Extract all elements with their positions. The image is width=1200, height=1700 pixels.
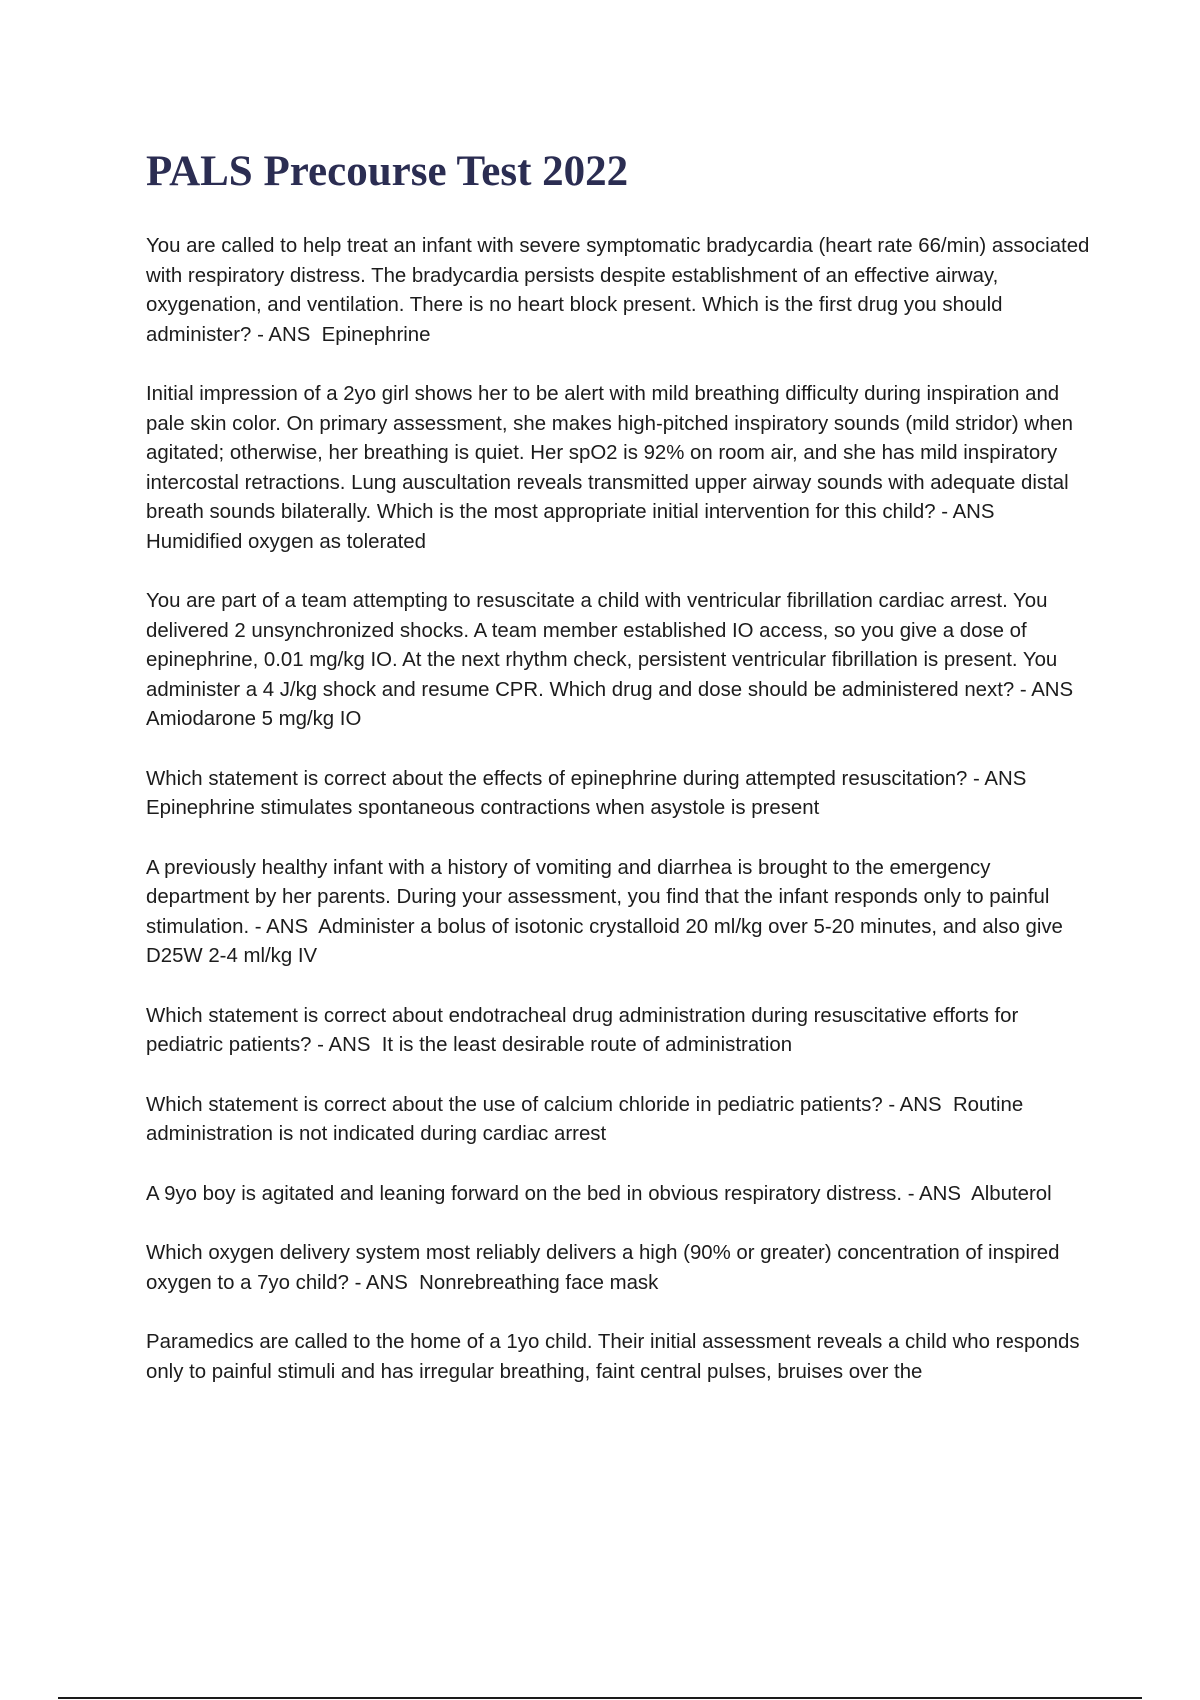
- qa-item: [146, 587, 1096, 735]
- qa-answer: Routine administration is not indicated during cardiac arrest: [146, 1093, 1029, 1145]
- qa-item: [146, 854, 1096, 972]
- qa-question: You are called to help treat an infant with severe symptomatic bradycardia (heart rate 66/min) associated with respiratory distress. The bradycardia persists despite establishment of an effective airway, oxygenation, and ventilation. There is no heart block present. Which is the first drug you should administer? - ANS: [146, 235, 1090, 346]
- qa-question: Paramedics are called to the home of a 1yo child. Their initial assessment reveals a child who responds only to painful stimuli and has irregular breathing, faint central pulses, bruises over the: [146, 1331, 1080, 1383]
- qa-question: Which statement is correct about endotracheal drug administration during resuscitative efforts for pediatric patients? - ANS: [146, 1004, 1019, 1056]
- qa-item: [146, 1239, 1096, 1298]
- qa-answer: It is the least desirable route of administration: [370, 1034, 793, 1056]
- qa-list: [146, 232, 1096, 1417]
- qa-item: [146, 232, 1096, 350]
- qa-answer: Epinephrine: [310, 323, 431, 346]
- qa-question: Initial impression of a 2yo girl shows her to be alert with mild breathing difficulty during inspiration and pale skin color. On primary assessment, she makes high-pitched inspiratory sounds (mild stridor) when agitated; otherwise, her breathing is quiet. Her spO2 is 92% on room air, and she has mild inspiratory intercostal retractions. Lung auscultation reveals transmitted upper airway sounds with adequate distal breath sounds bilaterally. Which is the most appropriate initial intervention for this child? - ANS: [146, 383, 1074, 523]
- qa-answer: Epinephrine stimulates spontaneous contractions when asystole is present: [146, 767, 1038, 819]
- qa-answer: Amiodarone 5 mg/kg IO: [146, 678, 1084, 730]
- qa-answer: Albuterol: [960, 1182, 1052, 1205]
- page-bottom-rule: [58, 1697, 1142, 1699]
- qa-item: [146, 1002, 1096, 1061]
- qa-question: Which statement is correct about the effects of epinephrine during attempted resuscitation? - ANS: [146, 767, 1027, 790]
- qa-item: [146, 1328, 1096, 1387]
- qa-item: [146, 1180, 1096, 1210]
- qa-item: [146, 1091, 1096, 1150]
- qa-answer: Nonrebreathing face mask: [407, 1271, 659, 1294]
- qa-question: A 9yo boy is agitated and leaning forward on the bed in obvious respiratory distress. - ANS: [146, 1182, 961, 1205]
- qa-question: Which oxygen delivery system most reliably delivers a high (90% or greater) concentration of inspired oxygen to a 7yo child? - ANS: [146, 1242, 1060, 1294]
- qa-answer: Humidified oxygen as tolerated: [146, 501, 1006, 553]
- qa-question: You are part of a team attempting to resuscitate a child with ventricular fibrillation cardiac arrest. You delivered 2 unsynchronized shocks. A team member established IO access, so you give a dose of epinephrine, 0.01 mg/kg IO. At the next rhythm check, persistent ventricular fibrillation is present. You administer a 4 J/kg shock and resume CPR. Which drug and dose should be administered next? - ANS: [146, 590, 1074, 701]
- document-title: PALS Precourse Test 2022: [146, 148, 629, 195]
- qa-question: A previously healthy infant with a history of vomiting and diarrhea is brought to the emergency department by her parents. During your assessment, you find that the infant responds only to painful stimulation. - ANS: [146, 856, 1050, 938]
- qa-question: Which statement is correct about the use of calcium chloride in pediatric patients? - ANS: [146, 1093, 942, 1116]
- qa-item: [146, 765, 1096, 824]
- qa-item: [146, 380, 1096, 557]
- qa-answer: Administer a bolus of isotonic crystalloid 20 ml/kg over 5-20 minutes, and also give D25W 2-4 ml/kg IV: [146, 915, 1069, 967]
